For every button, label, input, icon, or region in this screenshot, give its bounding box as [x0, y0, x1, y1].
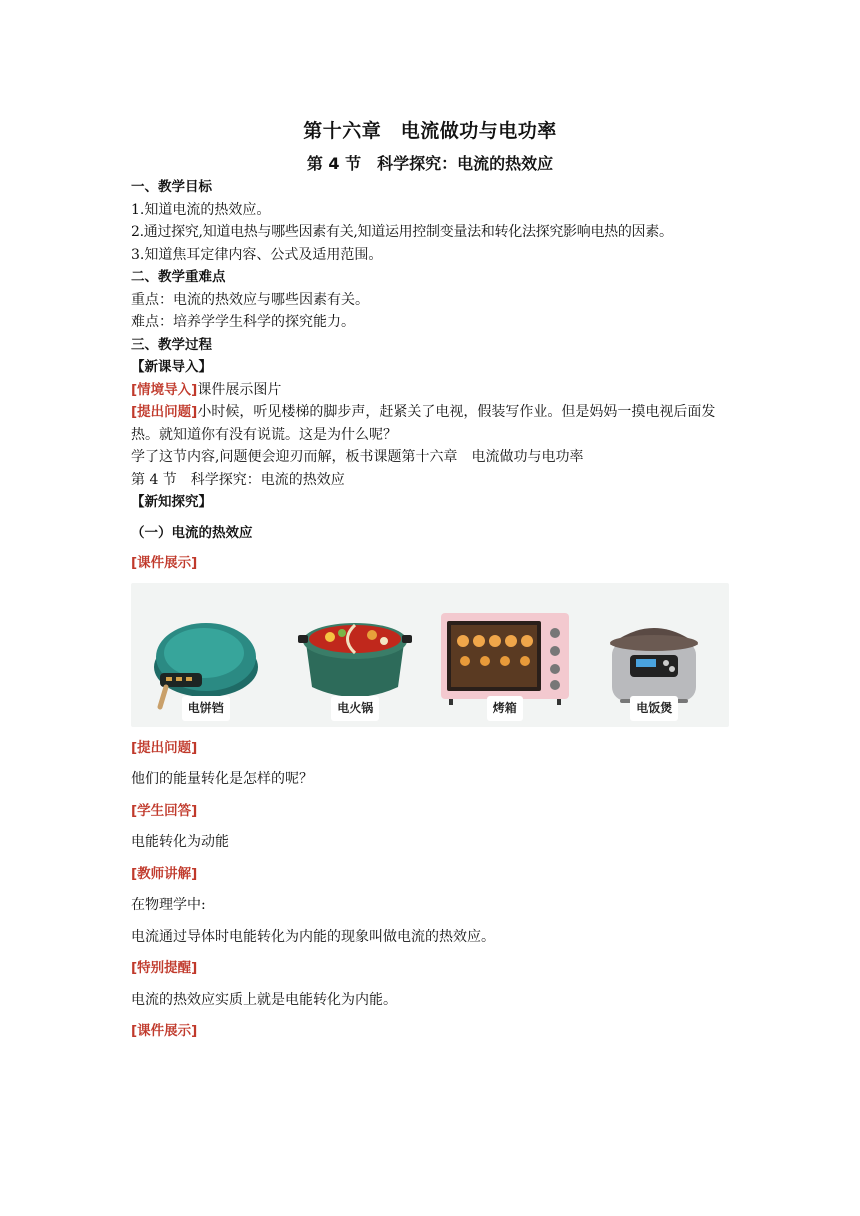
scene-paragraph: [131, 379, 731, 402]
explore-label: 【新知探究】: [131, 494, 212, 510]
photo-caption: 电火锅: [331, 696, 379, 721]
ask-tag: [提出问题]: [131, 739, 198, 756]
student-tag: [学生回答]: [131, 802, 198, 819]
photo-griddle: [131, 583, 281, 727]
objective-item: 2.通过探究,知道电热与哪些因素有关,知道运用控制变量法和转化法探究影响电热的因素。: [131, 224, 673, 240]
heading-objectives: 一、教学目标: [131, 179, 212, 195]
question-paragraph: [131, 401, 731, 446]
objective-item: 3.知道焦耳定律内容、公式及适用范围。: [131, 246, 383, 263]
teacher-text-2: 电流通过导体时电能转化为内能的现象叫做电流的热效应。: [131, 928, 495, 945]
special-tag: [特别提醒]: [131, 960, 198, 976]
courseware-tag-2: [课件展示]: [131, 1023, 198, 1039]
courseware-tag: [课件展示]: [131, 555, 198, 571]
photo-caption: 电饼铛: [182, 696, 230, 721]
ask-text: 他们的能量转化是怎样的呢？: [131, 771, 313, 787]
photo-rice-cooker: [580, 583, 730, 727]
student-text: 电能转化为动能: [131, 834, 229, 850]
photo-caption: 电饭煲: [630, 696, 678, 721]
appliance-photo-strip: [131, 583, 729, 727]
photo-oven: [430, 583, 580, 727]
intro-label: 【新课导入】: [131, 359, 212, 375]
teacher-tag: [教师讲解]: [131, 865, 198, 882]
scene-text: 课件展示图片: [197, 381, 282, 398]
teacher-text-1: 在物理学中:: [131, 897, 206, 913]
document-body: [131, 176, 731, 1043]
chapter-title: 第十六章 电流做功与电功率: [303, 120, 557, 142]
objective-item: 1.知道电流的热效应。: [131, 201, 271, 218]
lead-section: 第 4 节 科学探究：电流的热效应: [131, 471, 345, 488]
special-text: 电流的热效应实质上就是电能转化为内能。: [131, 991, 397, 1008]
photo-caption: 烤箱: [487, 696, 523, 721]
key-point: 重点：电流的热效应与哪些因素有关。: [131, 291, 369, 308]
question-tag: [提出问题]: [131, 404, 198, 420]
heading-process: 三、教学过程: [131, 336, 212, 353]
subheading-heat-effect: （一）电流的热效应: [131, 524, 253, 541]
section-title: 第 4 节 科学探究：电流的热效应: [306, 154, 554, 173]
difficult-point: 难点：培养学学生科学的探究能力。: [131, 314, 355, 330]
photo-hot-pot: [281, 583, 431, 727]
heading-key-points: 二、教学重难点: [131, 269, 226, 285]
question-text: 小时候，听见楼梯的脚步声，赶紧关了电视，假装写作业。但是妈妈一摸电视后面发热。就知道你有没有说谎。这是为什么呢？: [131, 404, 716, 443]
lead-text: 学了这节内容,问题便会迎刃而解，板书课题第十六章 电流做功与电功率: [131, 449, 584, 465]
scene-tag: [情境导入]: [131, 381, 198, 398]
